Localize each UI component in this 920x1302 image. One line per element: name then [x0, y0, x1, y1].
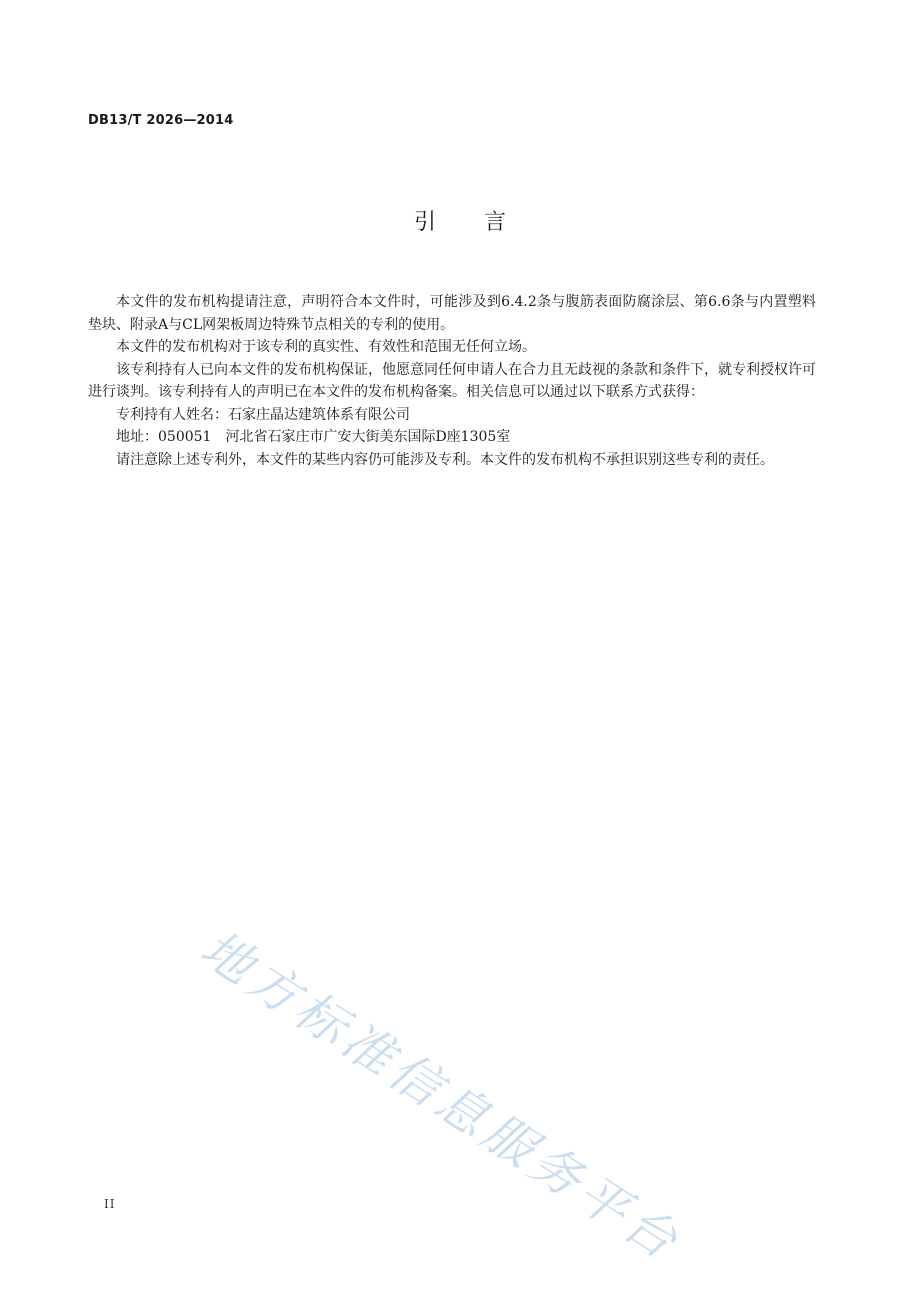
paragraph-holder-assurance: 该专利持有人已向本文件的发布机构保证，他愿意同任何申请人在合力且无歧视的条款和条件下，就专利授权许可进行谈判。该专利持有人的声明已在本文件的发布机构备案。相关信息可以通过以下联系方式获得： [88, 361, 816, 400]
paragraph-no-position: 本文件的发布机构对于该专利的真实性、有效性和范围无任何立场。 [116, 339, 536, 355]
paragraph-patent-notice: 本文件的发布机构提请注意，声明符合本文件时，可能涉及到6.4.2条与腹筋表面防腐涂层、第6.6条与内置塑料垫块、附录A与CL网架板周边特殊节点相关的专利的使用。 [88, 294, 816, 333]
paragraph-holder-address: 地址：050051 河北省石家庄市广安大街美东国际D座1305室 [116, 429, 511, 445]
document-number: DB13/T 2026—2014 [88, 113, 234, 128]
paragraph-holder-name: 专利持有人姓名：石家庄晶达建筑体系有限公司 [116, 406, 410, 423]
page-title: 引言 [413, 210, 554, 235]
page-number: II [104, 1197, 116, 1211]
watermark: 地方标准信息服务平台 [190, 919, 692, 1273]
paragraph-other-patents: 请注意除上述专利外，本文件的某些内容仍可能涉及专利。本文件的发布机构不承担识别这些专利的责任。 [116, 451, 774, 468]
document-body [88, 291, 816, 471]
